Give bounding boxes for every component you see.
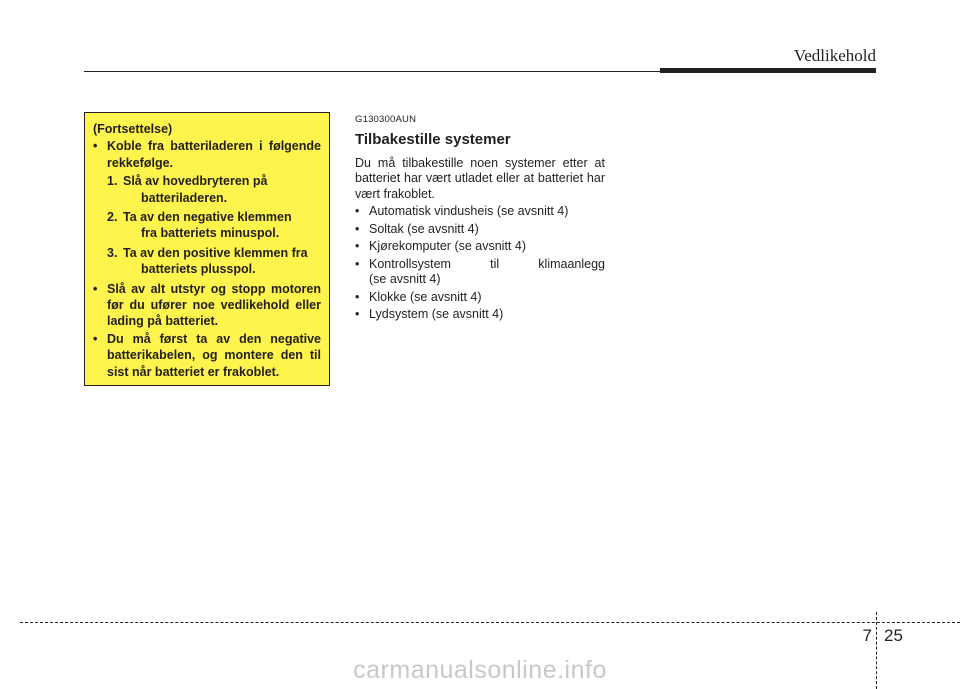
warning-list [93,138,321,380]
list-item: • Automatisk vindusheis (se avsnitt 4) [355,204,605,220]
warning-step [107,209,321,242]
warning-steps [107,173,321,277]
warning-bullet-text: Koble fra batteriladeren i følgende rekkefølge. [107,139,321,170]
section-heading: Tilbakestille systemer [355,130,511,148]
step-text: Ta av den positive klemmen fra [123,245,308,260]
list-item: • Soltak (se avsnitt 4) [355,222,605,238]
warning-bullet [93,138,321,277]
header-rule-thin [84,71,660,72]
list-item: • Kjørekomputer (se avsnitt 4) [355,239,605,255]
section-title: Vedlikehold [793,46,876,65]
footer-rule [20,622,960,623]
warning-step [107,173,321,206]
list-item-subtext: (se avsnitt 4) [369,272,441,286]
warning-bullet: • Slå av alt utstyr og stopp motoren før du ufører noe vedlikehold eller lading på batteriet. [93,281,321,330]
list-item [355,257,605,288]
page-number: 25 [884,626,903,645]
header-rule-thick [660,68,876,73]
watermark: carmanualsonline.info [353,656,607,684]
step-subtext: batteriladeren. [141,190,228,205]
list-item: • Lydsystem (se avsnitt 4) [355,307,605,323]
step-number: 3. [107,245,118,260]
list-item-text: • Kontrollsystem til klimaanlegg [369,256,605,271]
warning-bullet: • Du må først ta av den negative batterikabelen, og montere den til sist når batteriet er frakoblet. [93,331,321,380]
step-number: 2. [107,210,118,225]
step-text: Ta av den negative klemmen [123,210,292,225]
section-code: G130300AUN [355,114,417,125]
warning-step [107,245,321,278]
intro-paragraph: Du må tilbakestille noen systemer etter at batteriet har vært utladet eller at batteriet har vært frakoblet. [355,155,605,201]
step-subtext: batteriets plusspol. [141,262,256,277]
list-item: • Klokke (se avsnitt 4) [355,290,605,306]
step-number: 1. [107,174,118,189]
warning-box [84,112,330,386]
step-text: Slå av hovedbryteren på [123,174,268,189]
systems-list [355,204,605,323]
main-column [355,112,605,325]
chapter-number: 7 [862,626,872,645]
warning-continued: (Fortsettelse) [93,122,173,136]
step-subtext: fra batteriets minuspol. [141,226,280,241]
